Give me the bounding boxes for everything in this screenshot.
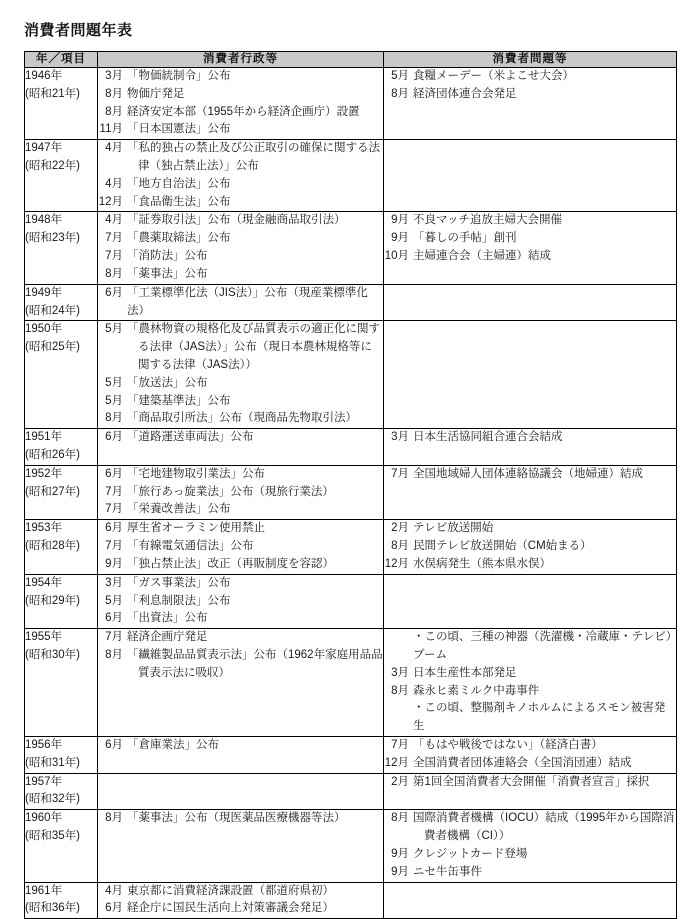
year-gengo: (昭和36年) <box>25 902 80 915</box>
event-list <box>98 575 383 628</box>
event-list <box>384 810 676 881</box>
event-text: 「商品取引所法」公布（現商品先物取引法） <box>127 412 357 425</box>
event-item <box>384 846 676 864</box>
event-item <box>384 864 676 882</box>
event-text: 「消防法」公布 <box>127 250 208 263</box>
empty-cell <box>98 774 383 784</box>
event-text: 「宅地建物取引業法」公布 <box>127 467 265 480</box>
event-text: 「ガス事業法」公布 <box>127 576 231 589</box>
year-gengo: (昭和35年) <box>25 830 80 843</box>
admin-events-cell <box>98 810 384 882</box>
event-item <box>384 429 676 447</box>
event-list <box>384 466 676 484</box>
event-text: 日本生産性本部発足 <box>413 666 517 679</box>
column-header-issue: 消費者問題等 <box>384 52 677 68</box>
event-month: 2月 <box>391 522 409 535</box>
event-item <box>98 230 383 248</box>
event-item <box>384 466 676 484</box>
event-month: 5月 <box>105 594 123 607</box>
event-month: 3月 <box>391 431 409 444</box>
year-western: 1950年 <box>25 323 63 336</box>
table-row <box>25 629 677 737</box>
event-text: 森永ヒ素ミルク中毒事件 <box>413 684 540 697</box>
event-month: 9月 <box>391 847 409 860</box>
event-month: 10月 <box>384 250 409 263</box>
issue-events-cell <box>384 321 677 429</box>
year-cell <box>25 629 98 737</box>
event-month: 7月 <box>105 503 123 516</box>
table-body <box>25 67 677 918</box>
event-text: 「栄養改善法」公布 <box>127 503 231 516</box>
year-cell <box>25 67 98 139</box>
event-text: 不良マッチ追放主婦大会開催 <box>413 214 563 227</box>
event-item <box>98 393 383 411</box>
event-list <box>98 520 383 573</box>
event-text: 食糧メーデー（米よこせ大会） <box>413 69 574 82</box>
admin-events-cell <box>98 737 384 774</box>
admin-events-cell <box>98 67 384 139</box>
empty-cell <box>384 575 676 585</box>
year-cell <box>25 574 98 628</box>
event-month: 8月 <box>105 267 123 280</box>
event-item <box>384 629 676 665</box>
year-cell <box>25 773 98 810</box>
table-row <box>25 321 677 429</box>
year-gengo: (昭和24年) <box>25 304 80 317</box>
year-gengo: (昭和28年) <box>25 540 80 553</box>
event-item <box>98 375 383 393</box>
issue-events-cell <box>384 465 677 519</box>
event-item <box>98 68 383 86</box>
event-text: 「繊維製品品質表示法」公布（1962年家庭用品品質表示法に吸収） <box>127 648 383 679</box>
table-row <box>25 810 677 882</box>
event-text: ニセ牛缶事件 <box>413 865 482 878</box>
event-list <box>98 466 383 519</box>
event-text: 経済企画庁発足 <box>127 631 208 644</box>
event-item <box>98 121 383 139</box>
year-cell <box>25 810 98 882</box>
event-list <box>98 285 383 321</box>
event-item <box>98 575 383 593</box>
issue-events-cell <box>384 140 677 212</box>
event-month: 7月 <box>391 739 409 751</box>
event-month: 7月 <box>105 232 123 245</box>
admin-events-cell <box>98 140 384 212</box>
event-item <box>384 737 676 755</box>
event-text: 「有線電気通信法」公布 <box>127 540 254 553</box>
event-list <box>384 429 676 447</box>
event-item <box>98 194 383 212</box>
event-text: 「道路運送車両法」公布 <box>127 431 254 444</box>
event-text: 東京都に消費経済課設置（都道府県初） <box>127 884 334 897</box>
table-row <box>25 284 677 321</box>
event-month: 8月 <box>105 412 123 425</box>
event-list <box>384 520 676 573</box>
event-month: 5月 <box>105 376 123 389</box>
event-item <box>384 556 676 574</box>
year-western: 1952年 <box>25 467 63 480</box>
year-western: 1960年 <box>25 812 63 825</box>
admin-events-cell <box>98 773 384 810</box>
event-text: 第1回全国消費者大会開催「消費者宣言」採択 <box>413 775 650 788</box>
table-header <box>25 52 677 68</box>
event-month: 5月 <box>105 394 123 407</box>
event-month: 3月 <box>391 666 409 679</box>
event-text: 「利息制限法」公布 <box>127 594 231 607</box>
event-item <box>98 883 383 901</box>
event-month: 5月 <box>391 69 409 82</box>
event-item <box>98 900 383 918</box>
event-item <box>98 501 383 519</box>
event-text: 「倉庫業法」公布 <box>127 739 219 751</box>
admin-events-cell <box>98 574 384 628</box>
event-month: 12月 <box>98 195 123 208</box>
issue-events-cell <box>384 520 677 574</box>
event-list <box>98 737 383 755</box>
event-item <box>384 755 676 773</box>
event-item <box>98 212 383 230</box>
event-item <box>384 520 676 538</box>
issue-events-cell <box>384 737 677 774</box>
issue-events-cell <box>384 810 677 882</box>
event-month: 7月 <box>105 631 123 644</box>
year-cell <box>25 140 98 212</box>
year-cell <box>25 737 98 774</box>
event-text: 民間テレビ放送開始（CM始まる） <box>413 540 592 553</box>
event-item <box>98 737 383 755</box>
issue-events-cell <box>384 284 677 321</box>
event-list <box>98 212 383 283</box>
year-western: 1953年 <box>25 522 63 535</box>
event-text: 日本生活協同組合連合会結成 <box>413 431 563 444</box>
event-item <box>98 285 383 321</box>
year-cell <box>25 882 98 919</box>
event-month: 9月 <box>391 232 409 245</box>
event-item <box>384 230 676 248</box>
event-item <box>98 140 383 176</box>
event-month: 8月 <box>105 812 123 825</box>
event-list <box>384 212 676 265</box>
event-text: 「もはや戦後ではない」（経済白書） <box>413 739 603 751</box>
admin-events-cell <box>98 520 384 574</box>
year-western: 1956年 <box>25 739 63 751</box>
table-row <box>25 140 677 212</box>
event-item <box>98 248 383 266</box>
event-item <box>98 538 383 556</box>
event-text: 「証券取引法」公布（現金融商品取引法） <box>127 214 346 227</box>
event-item <box>98 104 383 122</box>
event-month: 3月 <box>105 576 123 589</box>
event-month: 5月 <box>105 323 123 336</box>
year-western: 1951年 <box>25 431 63 444</box>
admin-events-cell <box>98 321 384 429</box>
event-list <box>98 629 383 682</box>
table-row <box>25 737 677 774</box>
year-cell <box>25 212 98 284</box>
event-month: 6月 <box>105 431 123 444</box>
admin-events-cell <box>98 882 384 919</box>
event-item <box>98 629 383 647</box>
year-gengo: (昭和23年) <box>25 232 80 245</box>
issue-events-cell <box>384 429 677 466</box>
event-month: 4月 <box>105 884 123 897</box>
event-list <box>98 883 383 919</box>
event-text: 厚生省オーラミン使用禁止 <box>127 522 265 535</box>
admin-events-cell <box>98 465 384 519</box>
event-text: 全国地域婦人団体連絡協議会（地婦連）結成 <box>413 467 643 480</box>
year-western: 1947年 <box>25 142 63 155</box>
event-text: 「食品衛生法」公布 <box>127 195 231 208</box>
event-item <box>384 86 676 104</box>
event-item <box>98 321 383 374</box>
event-text: ・この頃、整腸剤キノホルムによるスモン被害発生 <box>413 702 666 733</box>
year-western: 1957年 <box>25 775 63 788</box>
event-month: 9月 <box>105 557 123 570</box>
issue-events-cell <box>384 882 677 919</box>
event-item <box>384 683 676 701</box>
year-gengo: (昭和25年) <box>25 341 80 354</box>
event-text: クレジットカード登場 <box>413 847 528 860</box>
event-item <box>384 810 676 846</box>
year-gengo: (昭和31年) <box>25 756 80 769</box>
table-row <box>25 429 677 466</box>
event-text: 「建築基準法」公布 <box>127 394 231 407</box>
event-item <box>384 212 676 230</box>
table-row <box>25 773 677 810</box>
admin-events-cell <box>98 212 384 284</box>
year-gengo: (昭和32年) <box>25 793 80 806</box>
empty-cell <box>384 285 676 295</box>
issue-events-cell <box>384 773 677 810</box>
table-row <box>25 465 677 519</box>
year-gengo: (昭和21年) <box>25 87 80 100</box>
event-text: 経済団体連合会発足 <box>413 87 517 100</box>
event-item <box>98 556 383 574</box>
event-item <box>384 700 676 736</box>
event-text: 「薬事法」公布 <box>127 267 208 280</box>
table-header-row <box>25 52 677 68</box>
event-month: 9月 <box>391 865 409 878</box>
event-list <box>384 737 676 773</box>
issue-events-cell <box>384 212 677 284</box>
event-month: 6月 <box>105 522 123 535</box>
event-month: 4月 <box>105 214 123 227</box>
admin-events-cell <box>98 284 384 321</box>
empty-cell <box>384 140 676 150</box>
event-month: 3月 <box>105 69 123 82</box>
event-month: 11月 <box>99 123 123 136</box>
event-text: 「薬事法」公布（現医薬品医療機器等法） <box>127 812 346 825</box>
event-item <box>98 610 383 628</box>
event-list <box>384 629 676 736</box>
year-western: 1948年 <box>25 214 63 227</box>
event-month: 4月 <box>105 177 123 190</box>
event-month: 6月 <box>105 739 123 751</box>
column-header-admin: 消費者行政等 <box>98 52 384 68</box>
event-month: 6月 <box>105 286 123 299</box>
table-row <box>25 882 677 919</box>
year-western: 1949年 <box>25 286 63 299</box>
event-list <box>98 321 383 428</box>
event-item <box>98 266 383 284</box>
issue-events-cell <box>384 629 677 737</box>
event-item <box>98 429 383 447</box>
event-month: 4月 <box>105 142 123 155</box>
event-text: テレビ放送開始 <box>413 522 494 535</box>
event-item <box>98 593 383 611</box>
event-text: 全国消費者団体連絡会（全国消団連）結成 <box>413 756 632 769</box>
event-item <box>384 665 676 683</box>
event-text: 「物価統制令」公布 <box>127 69 231 82</box>
year-cell <box>25 429 98 466</box>
event-month: 7月 <box>105 485 123 498</box>
event-month: 8月 <box>391 87 409 100</box>
year-cell <box>25 321 98 429</box>
event-month: 6月 <box>105 902 123 915</box>
year-gengo: (昭和29年) <box>25 594 80 607</box>
event-text: 「暮しの手帖」創刊 <box>413 232 517 245</box>
event-text: 「農薬取締法」公布 <box>127 232 231 245</box>
event-text: 「私的独占の禁止及び公正取引の確保に関する法律（独占禁止法）」公布 <box>127 142 380 172</box>
year-western: 1961年 <box>25 884 63 897</box>
event-text: ・この頃、三種の神器（洗濯機・冷蔵庫・テレビ）ブーム <box>413 631 672 661</box>
year-gengo: (昭和27年) <box>25 485 80 498</box>
year-cell <box>25 520 98 574</box>
event-item <box>98 410 383 428</box>
table-row <box>25 574 677 628</box>
event-month: 12月 <box>384 756 409 769</box>
event-month: 7月 <box>105 250 123 263</box>
event-text: 「独占禁止法」改正（再販制度を容認） <box>127 557 334 570</box>
event-text: 経済安定本部（1955年から経済企画庁）設置 <box>127 105 360 118</box>
event-month: 8月 <box>105 648 123 661</box>
event-text: 「旅行あっ旋業法」公布（現旅行業法） <box>127 485 334 498</box>
consumer-issues-timeline-table <box>24 51 677 919</box>
year-western: 1954年 <box>25 576 63 589</box>
event-list <box>384 68 676 104</box>
year-western: 1946年 <box>25 69 63 82</box>
empty-cell <box>384 883 676 893</box>
event-item <box>98 86 383 104</box>
event-list <box>98 810 383 828</box>
event-item <box>98 810 383 828</box>
event-item <box>384 68 676 86</box>
column-header-year: 年／項目 <box>25 52 98 68</box>
table-row <box>25 67 677 139</box>
admin-events-cell <box>98 429 384 466</box>
event-month: 7月 <box>105 540 123 553</box>
event-text: 主婦連合会（主婦連）結成 <box>413 250 551 263</box>
year-gengo: (昭和22年) <box>25 160 80 172</box>
year-gengo: (昭和30年) <box>25 648 80 661</box>
event-item <box>384 774 676 792</box>
event-month: 8月 <box>391 684 409 697</box>
page-title: 消費者問題年表 <box>24 22 133 40</box>
event-item <box>98 520 383 538</box>
event-item <box>384 248 676 266</box>
event-text: 水俣病発生（熊本県水俣） <box>413 557 551 570</box>
event-item <box>98 176 383 194</box>
event-month: 6月 <box>105 612 123 625</box>
event-month: 8月 <box>391 812 409 825</box>
event-text: 国際消費者機構（IOCU）結成（1995年から国際消費者機構（CI）） <box>413 812 675 843</box>
event-text: 経企庁に国民生活向上対策審議会発足） <box>127 902 334 915</box>
event-text: 「放送法」公布 <box>127 376 208 389</box>
event-text: 「農林物資の規格化及び品質表示の適正化に関する法律（JAS法）」公布（現日本農林規格等に関する法律（JAS法）） <box>127 323 380 371</box>
issue-events-cell <box>384 67 677 139</box>
event-month: 8月 <box>391 540 409 553</box>
year-cell <box>25 284 98 321</box>
event-text: 「工業標準化法（JIS法）」公布（現産業標準化法） <box>127 286 368 317</box>
event-month: 2月 <box>391 775 409 788</box>
year-western: 1955年 <box>25 631 63 644</box>
event-item <box>98 466 383 484</box>
event-list <box>98 140 383 211</box>
event-month: 8月 <box>105 87 123 100</box>
event-item <box>98 484 383 502</box>
event-text: 「出資法」公布 <box>127 612 208 625</box>
event-text: 「日本国憲法」公布 <box>127 123 231 136</box>
event-list <box>384 774 676 792</box>
admin-events-cell <box>98 629 384 737</box>
event-month: 8月 <box>105 105 123 118</box>
event-list <box>98 429 383 447</box>
issue-events-cell <box>384 574 677 628</box>
empty-cell <box>384 321 676 331</box>
event-month: 6月 <box>105 467 123 480</box>
year-cell <box>25 465 98 519</box>
event-month: 9月 <box>391 214 409 227</box>
event-text: 物価庁発足 <box>127 87 185 100</box>
table-row <box>25 212 677 284</box>
event-month: 12月 <box>384 557 409 570</box>
event-item <box>98 647 383 683</box>
table-row <box>25 520 677 574</box>
event-list <box>98 68 383 139</box>
event-item <box>384 538 676 556</box>
event-month: 7月 <box>391 467 409 480</box>
event-text: 「地方自治法」公布 <box>127 177 231 190</box>
year-gengo: (昭和26年) <box>25 449 80 461</box>
